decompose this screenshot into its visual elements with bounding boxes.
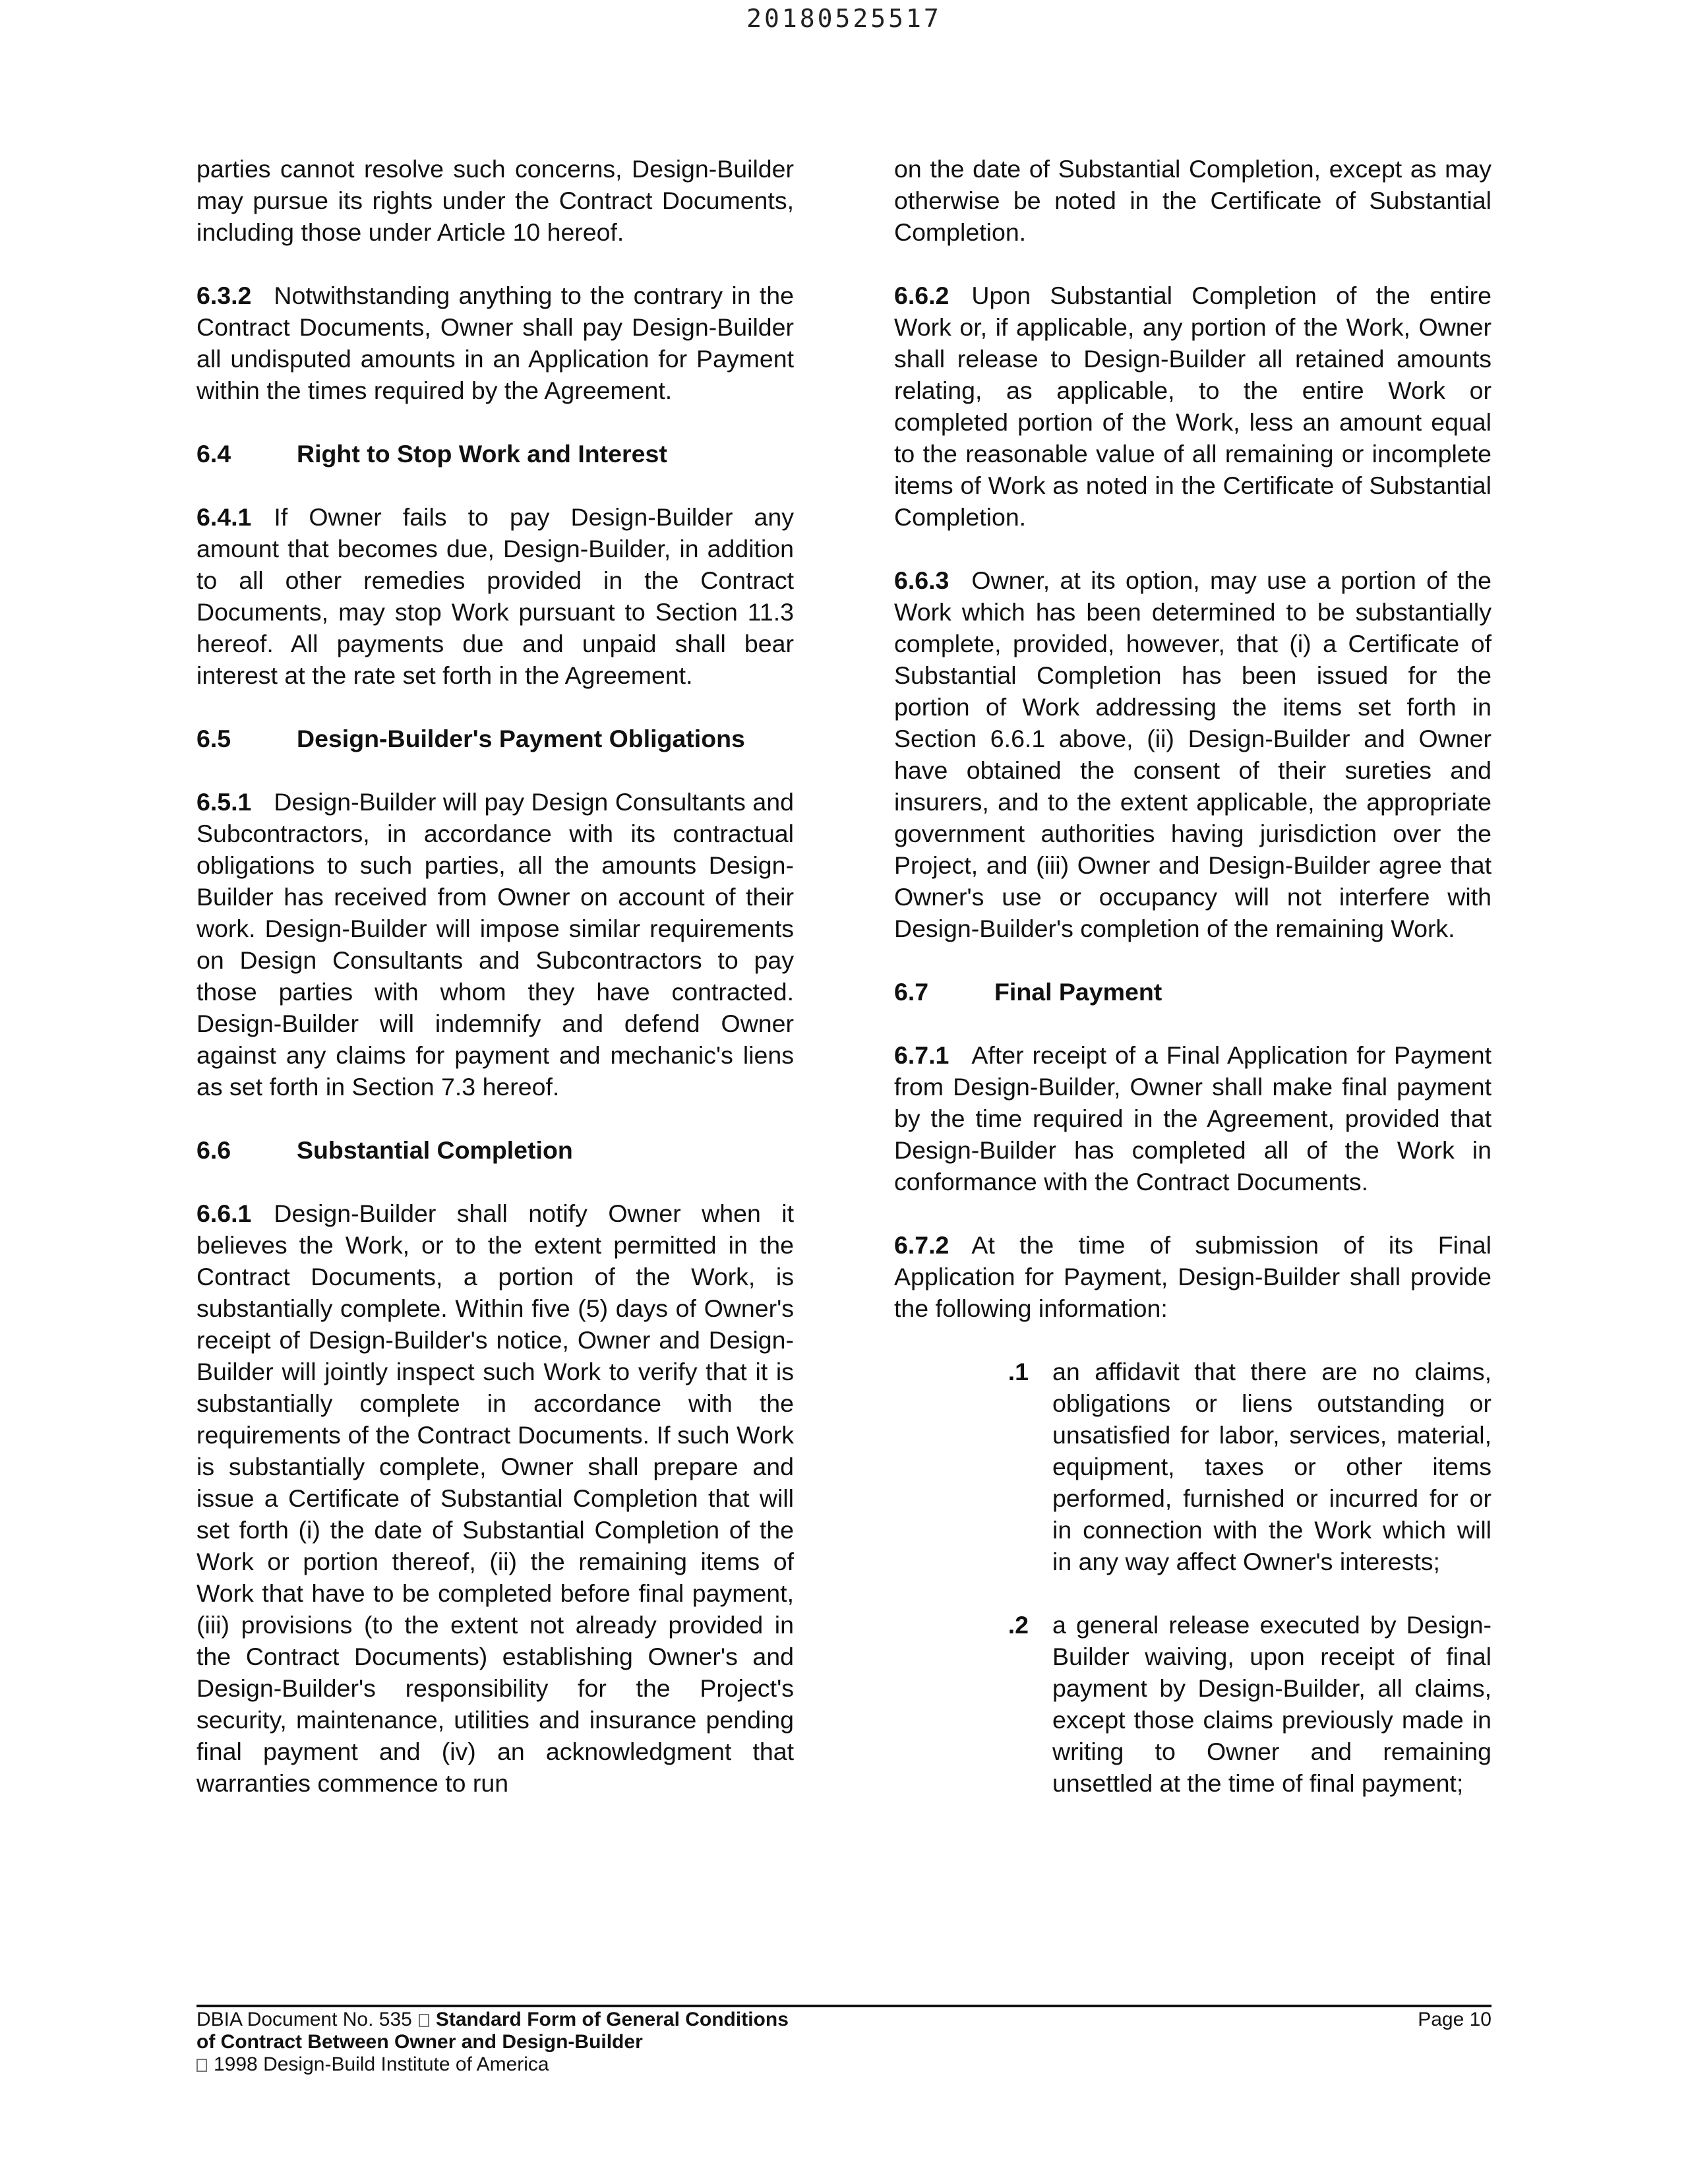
section-text: Upon Substantial Completion of the entire Work or, if applicable, any portion of the Work, Owner shall release to Design-Builder all retained amounts relating, as applicable, to the entire Work or completed portion of the Work, less an amount equal to the reasonable value of all remaining or incomplete items of Work as noted in the Certificate of Substantial Completion. xyxy=(894,282,1492,531)
section-number: 6.5.1 xyxy=(196,788,252,816)
footer-form-title-line1: Standard Form of General Conditions xyxy=(435,2009,789,2030)
heading-6-5 xyxy=(196,723,794,754)
heading-title: Final Payment xyxy=(994,978,1162,1006)
document-id-stamp: 20180525517 xyxy=(746,4,942,33)
section-6-7-2 xyxy=(894,1229,1492,1324)
section-number: 6.6.3 xyxy=(894,566,950,594)
heading-6-7 xyxy=(894,976,1492,1008)
left-column xyxy=(196,153,794,1831)
paragraph-continued: on the date of Substantial Completion, except as may otherwise be noted in the Certificate of Substantial Completion. xyxy=(894,155,1492,246)
section-number: 6.6.1 xyxy=(196,1199,252,1227)
footer-citation xyxy=(196,2009,1120,2076)
heading-title: Right to Stop Work and Interest xyxy=(297,440,667,468)
footer-doc-label: DBIA Document No. 535 xyxy=(196,2009,412,2030)
section-text: Notwithstanding anything to the contrary in the Contract Documents, Owner shall pay Design-Builder all undisputed amounts in an Application for Payment within the times required by the Agreement. xyxy=(196,282,794,404)
section-text: Owner, at its option, may use a portion of the Work which has been determined to be substantially complete, provided, however, that (i) a Certificate of Substantial Completion has been issued for the portion of Work addressing the items set forth in Section 6.6.1 above, (ii) Design-Builder and Owner have obtained the consent of their sureties and insurers, and to the extent applicable, the appropriate government authorities having jurisdiction over the Project, and (iii) Owner and Design-Builder agree that Owner's use or occupancy will not interfere with Design-Builder's completion of the remaining Work. xyxy=(894,566,1492,942)
page-number: Page 10 xyxy=(1418,2009,1492,2030)
section-number: 6.3.2 xyxy=(196,282,252,309)
section-6-3-2 xyxy=(196,280,794,406)
square-bullet-icon xyxy=(419,2014,429,2027)
heading-number: 6.7 xyxy=(894,978,929,1006)
list-item xyxy=(894,1356,1492,1577)
section-6-7-1 xyxy=(894,1039,1492,1198)
heading-title: Substantial Completion xyxy=(297,1136,573,1164)
footer-copyright: 1998 Design-Build Institute of America xyxy=(214,2053,549,2075)
section-number: 6.7.1 xyxy=(894,1041,950,1069)
section-text: At the time of submission of its Final Application for Payment, Design-Builder shall provide the following information: xyxy=(894,1231,1492,1322)
section-6-5-1 xyxy=(196,786,794,1103)
right-column xyxy=(894,153,1492,1831)
section-text: If Owner fails to pay Design-Builder any amount that becomes due, Design-Builder, in addition to all other remedies provided in the Contract Documents, may stop Work pursuant to Section 11.3 hereof. All payments due and unpaid shall bear interest at the rate set forth in the Agreement. xyxy=(196,503,794,689)
list-marker: .1 xyxy=(1008,1358,1029,1385)
section-6-4-1 xyxy=(196,501,794,691)
heading-6-6 xyxy=(196,1134,794,1166)
paragraph-continued: parties cannot resolve such concerns, Design-Builder may pursue its rights under the Contract Documents, including those under Article 10 hereof. xyxy=(196,155,794,246)
section-number: 6.7.2 xyxy=(894,1231,950,1259)
section-number: 6.6.2 xyxy=(894,282,950,309)
section-6-6-1 xyxy=(196,1198,794,1799)
section-text: Design-Builder will pay Design Consultants and Subcontractors, in accordance with its contractual obligations to such parties, all the amounts Design-Builder has received from Owner on account of their work. Design-Builder will impose similar requirements on Design Consultants and Subcontractors to pay those parties with whom they have contracted. Design-Builder will indemnify and defend Owner against any claims for payment and mechanic's liens as set forth in Section 7.3 hereof. xyxy=(196,788,794,1101)
section-text: After receipt of a Final Application for Payment from Design-Builder, Owner shall make final payment by the time required in the Agreement, provided that Design-Builder has completed all of the Work in conformance with the Contract Documents. xyxy=(894,1041,1492,1196)
heading-number: 6.6 xyxy=(196,1136,231,1164)
heading-number: 6.4 xyxy=(196,440,231,468)
list-text: an affidavit that there are no claims, obligations or liens outstanding or unsatisfied for labor, services, material, equipment, taxes or other items performed, furnished or incurred for or in connection with the Work which will in any way affect Owner's interests; xyxy=(1052,1358,1492,1575)
list-text: a general release executed by Design-Builder waiving, upon receipt of final payment by Design-Builder, all claims, except those claims previously made in writing to Owner and remaining unsettled at the time of final payment; xyxy=(1052,1611,1492,1797)
section-text: Design-Builder shall notify Owner when it believes the Work, or to the extent permitted in the Contract Documents, a portion of the Work, is substantially complete. Within five (5) days of Owner's receipt of Design-Builder's notice, Owner and Design-Builder will jointly inspect such Work to verify that it is substantially complete in accordance with the requirements of the Contract Documents. If such Work is substantially complete, Owner shall prepare and issue a Certificate of Substantial Completion that will set forth (i) the date of Substantial Completion of the Work or portion thereof, (ii) the remaining items of Work that have to be completed before final payment, (iii) provisions (to the extent not already provided in the Contract Documents) establishing Owner's and Design-Builder's responsibility for the Project's security, maintenance, utilities and insurance pending final payment and (iv) an acknowledgment that warranties commence to run xyxy=(196,1199,794,1797)
section-6-6-2 xyxy=(894,280,1492,533)
footer-rule xyxy=(196,2005,1492,2007)
list-marker: .2 xyxy=(1008,1611,1029,1639)
copyright-square-icon xyxy=(196,2059,207,2072)
list-item xyxy=(894,1609,1492,1799)
section-6-6-3 xyxy=(894,564,1492,944)
footer-form-title-line2: of Contract Between Owner and Design-Builder xyxy=(196,2031,643,2053)
heading-number: 6.5 xyxy=(196,725,231,752)
heading-title: Design-Builder's Payment Obligations xyxy=(297,725,745,752)
section-number: 6.4.1 xyxy=(196,503,252,531)
heading-6-4 xyxy=(196,438,794,470)
